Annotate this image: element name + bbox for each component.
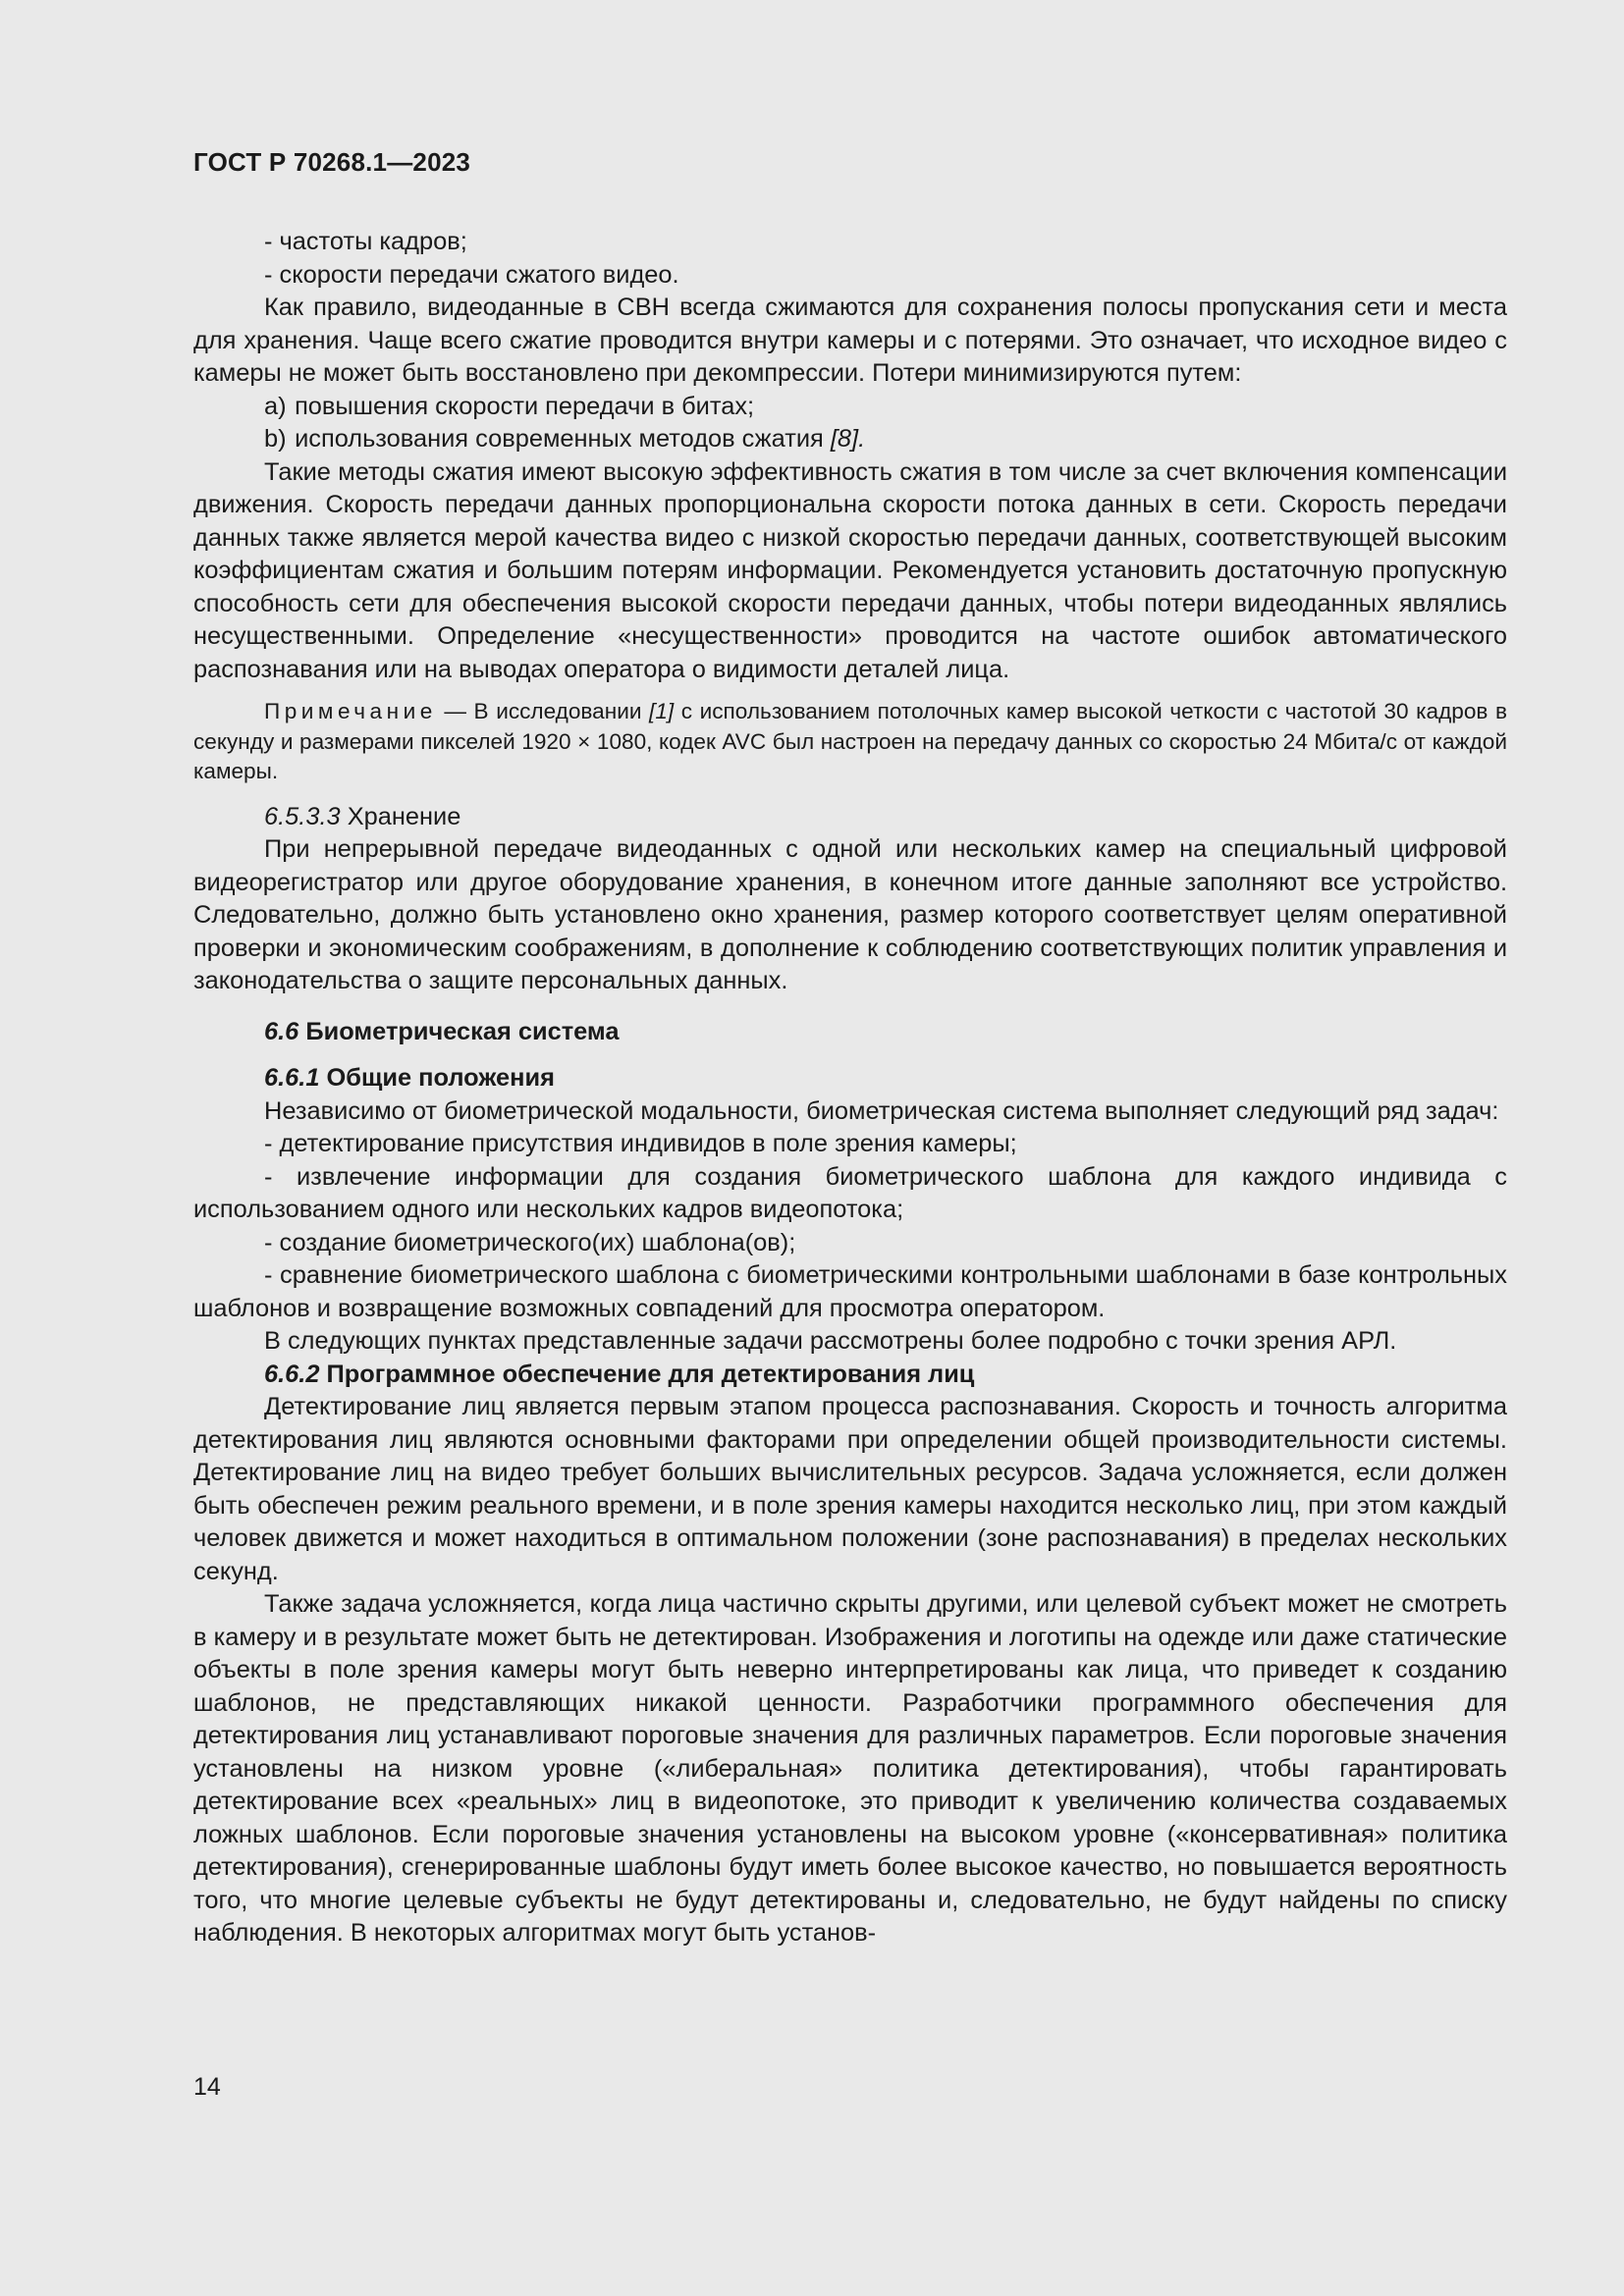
subsection-heading	[193, 1359, 1507, 1392]
section-number: 6.6.2	[264, 1360, 320, 1388]
note-text: с использованием потолочных камер высокой четкости с частотой 30 кадров в секунду и размерами пикселей 1920 × 1080, кодек AVC был настроен на передачу данных со скоростью 24 Мбита/с от каждой камеры.	[193, 699, 1507, 783]
section-heading	[193, 1016, 1507, 1049]
section-number: 6.6	[264, 1017, 299, 1045]
paragraph: Также задача усложняется, когда лица частично скрыты другими, или целевой субъект может не смотреть в камеру и в результате может быть не детектирован. Изображения и логотипы на одежде или даже статические объекты в поле зрения камеры могут быть неверно интерпретированы как лица, что приведет к созданию шаблонов, не представляющих никакой ценности. Разработчики программного обеспечения для детектирования лиц устанавливают пороговые значения для различных параметров. Если пороговые значения установлены на низком уровне («либеральная» политика детектирования), чтобы гарантировать детектирование всех «реальных» лиц в видеопотоке, это приводит к увеличению количества создаваемых ложных шаблонов. Если пороговые значения установлены на высоком уровне («консервативная» политика детектирования), сгенерированные шаблоны будут иметь более высокое качество, но повышается вероятность того, что многие целевые субъекты не будут детектированы и, следовательно, не будут найдены по списку наблюдения. В некоторых алгоритмах могут быть установ-	[193, 1590, 1507, 1947]
paragraph: Такие методы сжатия имеют высокую эффективность сжатия в том числе за счет включения компенсации движения. Скорость передачи данных пропорциональна скорости потока данных в сети. Скорость передачи данных также является мерой качества видео с низкой скоростью передачи данных, соответствующей высоким коэффициентам сжатия и большим потерям информации. Рекомендуется установить достаточную пропускную способность сети для обеспечения высокой скорости передачи данных, чтобы потери видеоданных являлись несущественными. Определение «несущественности» проводится на частоте ошибок автоматического распознавания или на выводах оператора о видимости деталей лица.	[193, 457, 1507, 683]
citation-ref: [8].	[830, 425, 866, 453]
list-item	[193, 423, 1507, 456]
subsection-heading	[193, 1062, 1507, 1095]
note	[193, 697, 1507, 787]
citation-ref: [1]	[649, 699, 675, 723]
subsection-heading	[193, 801, 1507, 834]
section-title: Общие положения	[319, 1064, 555, 1092]
note-text: В исследовании	[473, 699, 650, 723]
list-marker: b)	[264, 425, 287, 453]
list-item-text: использования современных методов сжатия	[295, 425, 824, 453]
list-item: - сравнение биометрического шаблона с биометрическими контрольными шаблонами в базе контрольных шаблонов и возвращение возможных совпадений для просмотра оператором.	[193, 1261, 1507, 1322]
note-dash: —	[436, 699, 474, 723]
document-body	[193, 226, 1507, 1950]
page-number: 14	[193, 2073, 221, 2101]
paragraph: Как правило, видеоданные в СВН всегда сжимаются для сохранения полосы пропускания сети и места для хранения. Чаще всего сжатие проводится внутри камеры и с потерями. Это означает, что исходное видео с камеры не может быть восстановлено при декомпрессии. Потери минимизируются путем:	[193, 294, 1507, 387]
list-item: - скорости передачи сжатого видео.	[264, 260, 679, 289]
note-label: Примечание	[264, 699, 437, 723]
list-item: - создание биометрического(их) шаблона(ов);	[264, 1228, 796, 1256]
list-marker: a)	[264, 392, 287, 420]
subsection-number: 6.5.3.3	[264, 802, 341, 830]
section-title: Программное обеспечение для детектирования лиц	[319, 1360, 975, 1388]
document-header: ГОСТ Р 70268.1—2023	[193, 147, 471, 177]
paragraph: Независимо от биометрической модальности, биометрическая система выполняет следующий ряд задач:	[264, 1096, 1499, 1125]
paragraph: При непрерывной передаче видеоданных с одной или нескольких камер на специальный цифровой видеорегистратор или другое оборудование хранения, в конечном итоге данные заполняют все устройство. Следовательно, должно быть установлено окно хранения, размер которого соответствует целям оперативной проверки и экономическим соображениям, в дополнение к соблюдению соответствующих политик управления и законодательства о защите персональных данных.	[193, 835, 1507, 994]
subsection-title: Хранение	[340, 802, 461, 830]
list-item: - детектирование присутствия индивидов в поле зрения камеры;	[264, 1130, 1017, 1157]
list-item	[193, 391, 1507, 424]
paragraph: В следующих пунктах представленные задачи рассмотрены более подробно с точки зрения АРЛ.	[264, 1327, 1397, 1355]
section-number: 6.6.1	[264, 1064, 320, 1092]
list-item: - частоты кадров;	[264, 228, 467, 255]
paragraph: Детектирование лиц является первым этапом процесса распознавания. Скорость и точность алгоритма детектирования лиц являются основными факторами при определении общей производительности системы. Детектирование лиц на видео требует больших вычислительных ресурсов. Задача усложняется, если должен быть обеспечен режим реального времени, и в поле зрения камеры находится несколько лиц, при этом каждый человек движется и может находиться в оптимальном положении (зоне распознавания) в пределах нескольких секунд.	[193, 1393, 1507, 1585]
list-item: - извлечение информации для создания биометрического шаблона для каждого индивида с использованием одного или нескольких кадров видеопотока;	[193, 1162, 1507, 1223]
section-title: Биометрическая система	[298, 1017, 620, 1045]
list-item-text: повышения скорости передачи в битах;	[295, 392, 755, 420]
